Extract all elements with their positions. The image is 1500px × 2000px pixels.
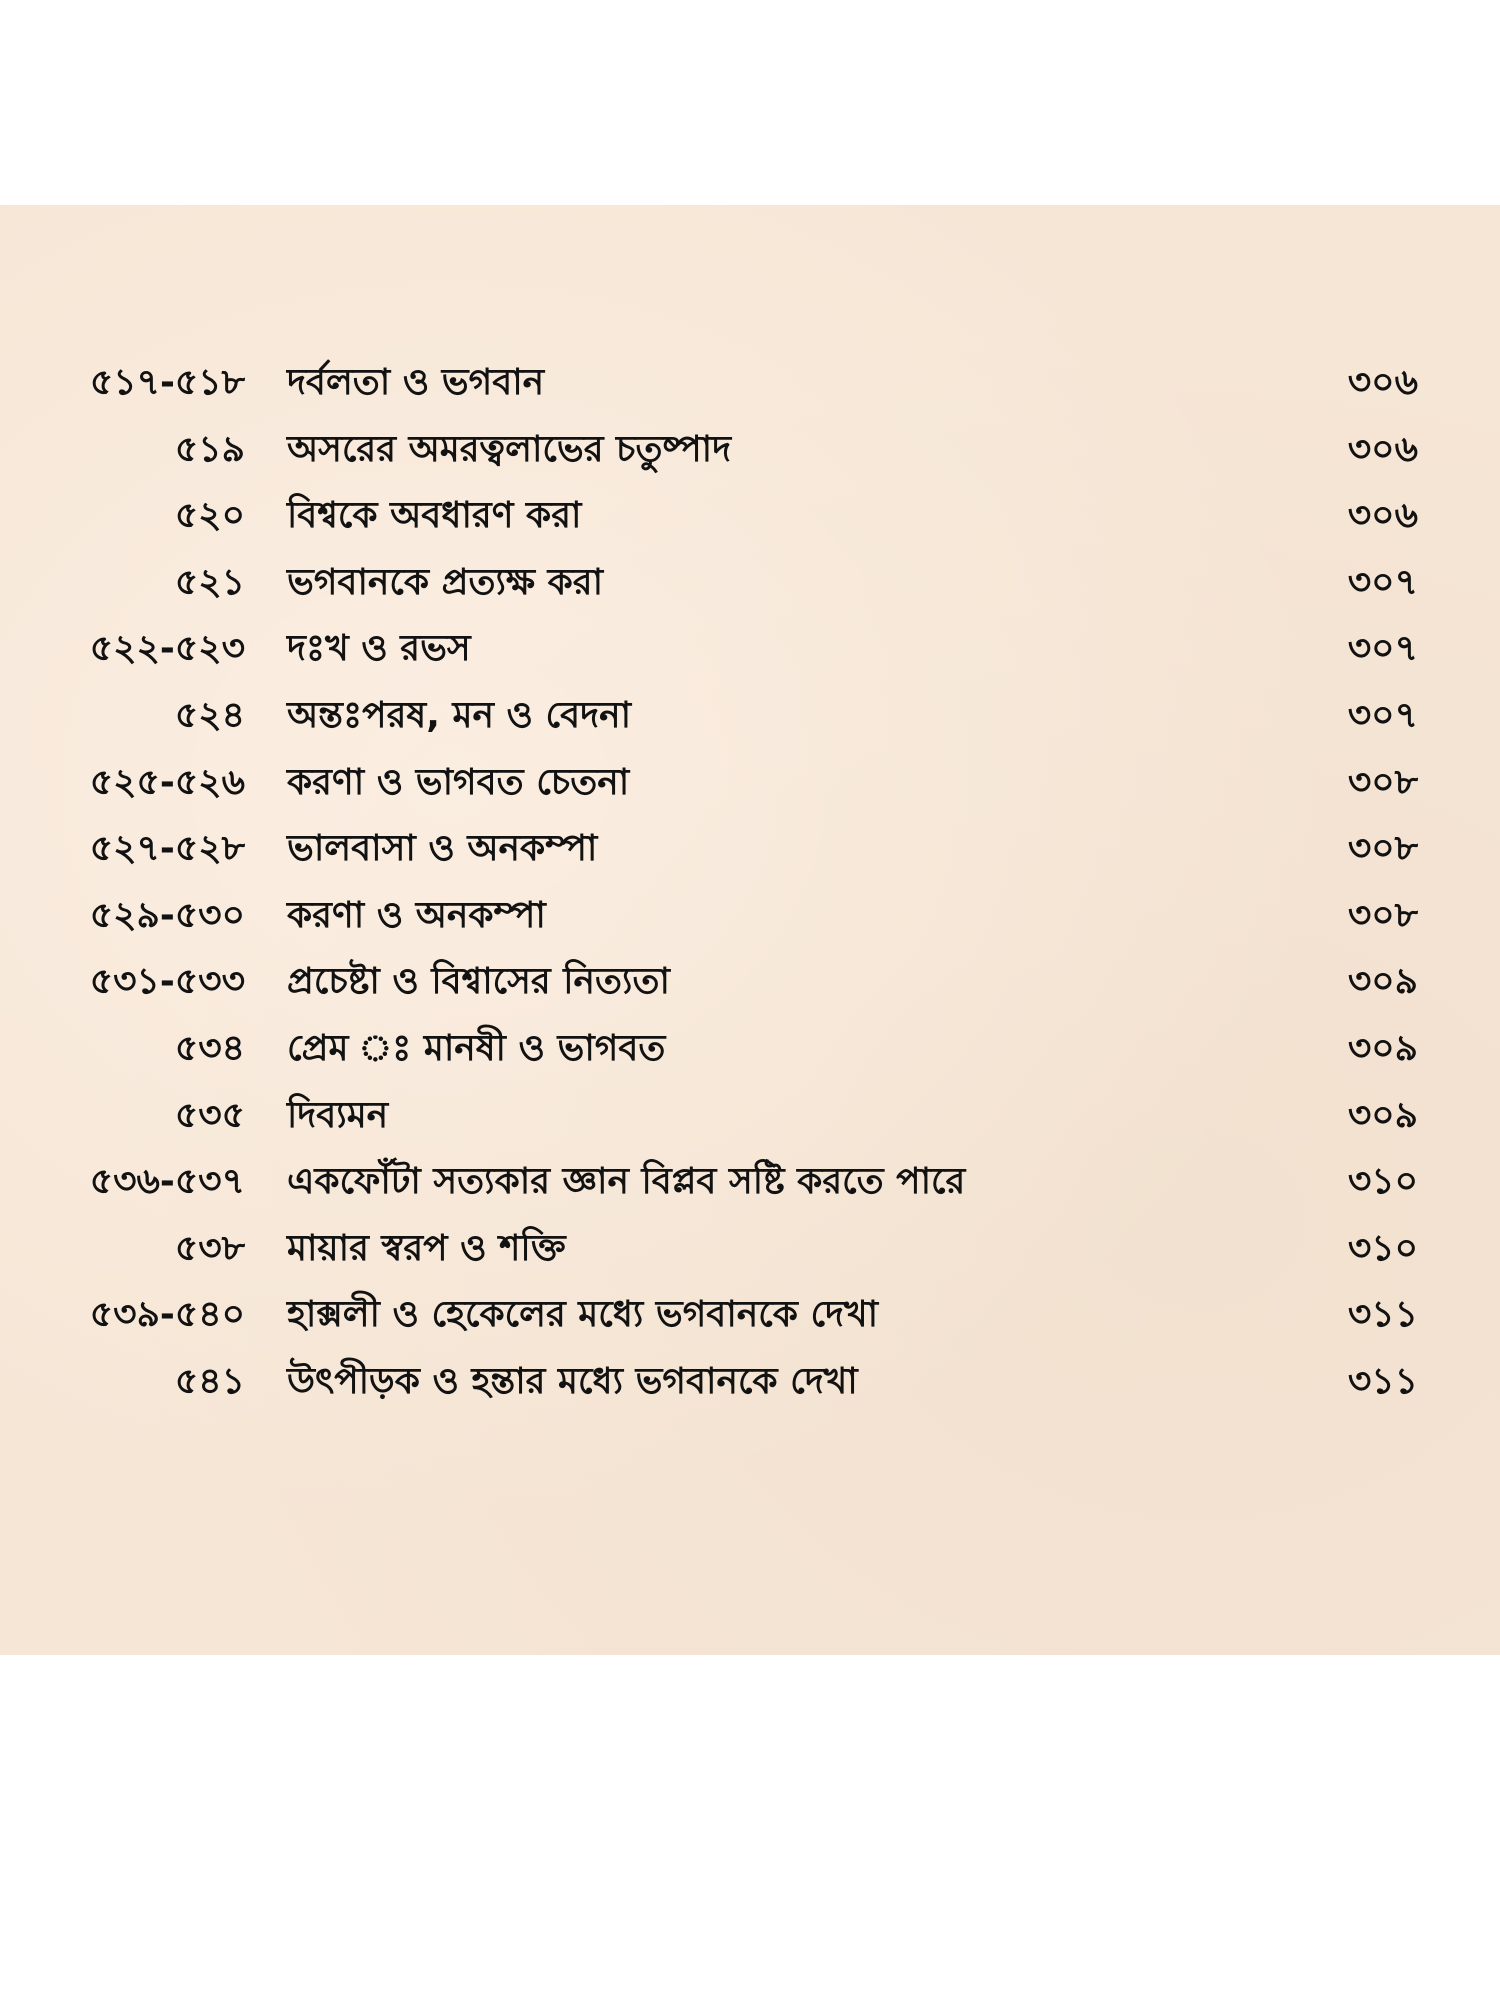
section-title: দিব্যমন [287, 1094, 389, 1136]
section-number: ৫২৯-৫৩০ [89, 894, 245, 936]
section-title: বিশ্বকে অবধারণ করা [287, 495, 582, 537]
section-number: ৫২৫-৫২৬ [89, 761, 245, 803]
toc-entry [0, 1083, 1500, 1150]
page-number: ৩০৬ [1347, 362, 1418, 403]
section-title: একফোঁটা সত্যকার জ্ঞান বিপ্লব সষ্টি করতে পারে [287, 1161, 966, 1203]
page-number: ৩০৭ [1347, 694, 1418, 736]
section-number: ৫২৭-৫২৮ [89, 828, 245, 870]
section-number: ৫২১ [174, 561, 245, 603]
section-title: ভালবাসা ও অনকম্পা [287, 828, 598, 870]
toc-entry [0, 350, 1500, 417]
page-number: ৩০৯ [1347, 1027, 1418, 1069]
section-number: ৫২০ [174, 495, 245, 537]
toc-entry [0, 1016, 1500, 1083]
section-number: ৫৩৪ [174, 1027, 245, 1069]
section-title: দঃখ ও রভস [287, 628, 471, 670]
section-number: ৫৩১-৫৩৩ [89, 961, 245, 1003]
toc-entry [0, 550, 1500, 617]
section-title: অসরের অমরত্বলাভের চতুষ্পাদ [287, 428, 732, 470]
page-number: ৩০৬ [1347, 428, 1418, 470]
section-title: প্রচেষ্টা ও বিশ্বাসের নিত্যতা [287, 961, 670, 1003]
section-number: ৫৩৯-৫৪০ [89, 1294, 245, 1336]
section-number: ৫২২-৫২৩ [89, 628, 245, 670]
section-number: ৫৪১ [174, 1360, 245, 1402]
toc-entry [0, 417, 1500, 484]
section-number: ৫৩৬-৫৩৭ [89, 1161, 245, 1203]
toc-entry [0, 1349, 1500, 1416]
toc-entry [0, 616, 1500, 683]
toc-entry [0, 483, 1500, 550]
section-number: ৫৩৮ [174, 1227, 245, 1269]
section-title: হাক্সলী ও হেকেলের মধ্যে ভগবানকে দেখা [287, 1294, 879, 1336]
toc-entry [0, 750, 1500, 817]
toc-entry [0, 683, 1500, 750]
page-number: ৩০৮ [1347, 761, 1418, 803]
section-number: ৫১৯ [174, 428, 245, 470]
page-number: ৩০৯ [1347, 1094, 1418, 1136]
table-of-contents [0, 350, 1500, 1416]
page-number: ৩০৯ [1347, 961, 1418, 1003]
page-number: ৩১০ [1347, 1227, 1418, 1269]
page-number: ৩১১ [1347, 1360, 1418, 1402]
page-number: ৩০৭ [1347, 628, 1418, 670]
section-title: অন্তঃপরষ, মন ও বেদনা [287, 694, 632, 736]
section-title: মায়ার স্বরপ ও শক্তি [287, 1227, 566, 1269]
section-title: করণা ও ভাগবত চেতনা [287, 761, 630, 803]
page-number: ৩০৬ [1347, 495, 1418, 537]
section-title: ভগবানকে প্রত্যক্ষ করা [287, 561, 604, 603]
page-number: ৩০৮ [1347, 828, 1418, 870]
toc-entry [0, 949, 1500, 1016]
toc-entry [0, 816, 1500, 883]
page-number: ৩১১ [1347, 1294, 1418, 1336]
section-number: ৫২৪ [174, 694, 245, 736]
toc-entry [0, 883, 1500, 950]
page-number: ৩১০ [1347, 1161, 1418, 1203]
toc-entry [0, 1216, 1500, 1283]
section-title: করণা ও অনকম্পা [287, 894, 546, 936]
page-number: ৩০৭ [1347, 561, 1418, 603]
section-number: ৫১৭-৫১৮ [89, 362, 245, 403]
section-title: উৎপীড়ক ও হন্তার মধ্যে ভগবানকে দেখা [287, 1360, 858, 1402]
page-number: ৩০৮ [1347, 894, 1418, 936]
section-number: ৫৩৫ [174, 1094, 245, 1136]
toc-entry [0, 1282, 1500, 1349]
section-title: প্রেম ঃ মানষী ও ভাগবত [287, 1027, 666, 1069]
section-title: দর্বলতা ও ভগবান [287, 362, 545, 403]
toc-entry [0, 1149, 1500, 1216]
